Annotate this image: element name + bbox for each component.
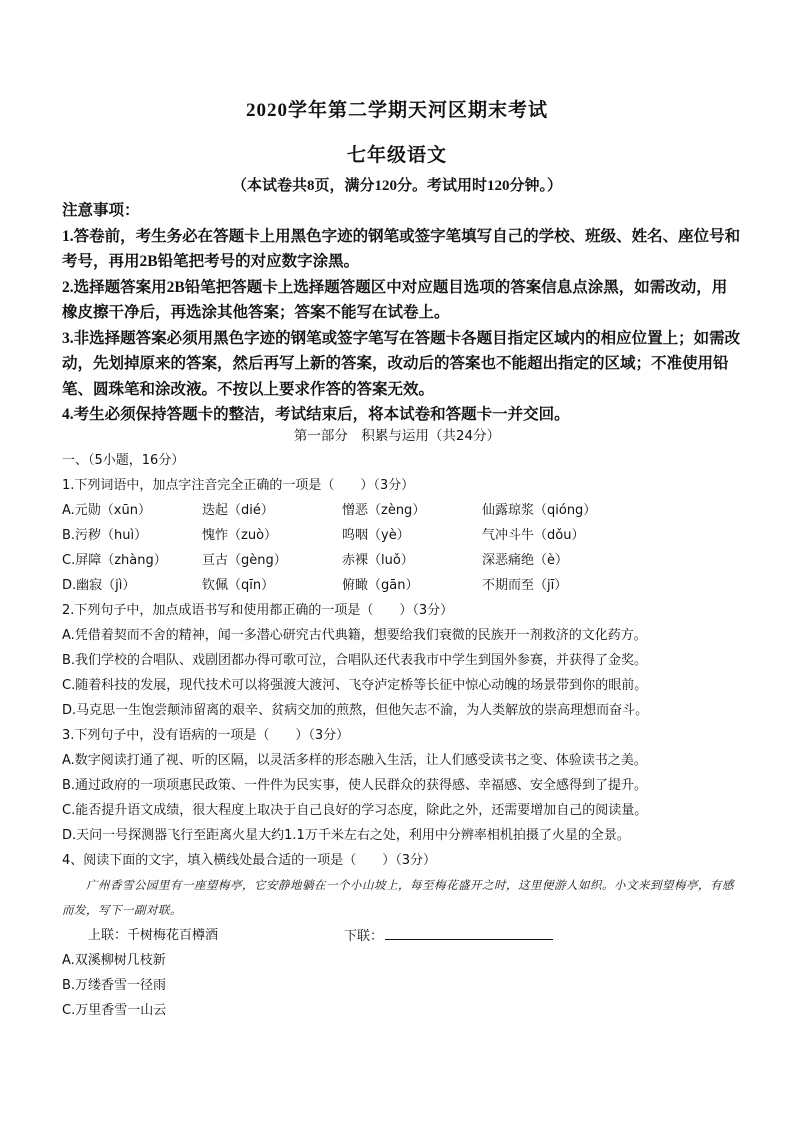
q1-word: 俯瞰（gān） [342,578,419,593]
q1-word: 愧怍（zuò） [202,528,278,543]
q1-word: 憎恶（zèng） [342,503,426,518]
notes-heading: 注意事项： [62,202,140,219]
note-item: 2.选择题答案用2B铅笔把答题卡上选择题答题区中对应题目选项的答案信息点涂黑，如需改动，用橡皮擦干净后，再选涂其他答案；答案不能写在试卷上。 [62,278,728,321]
q1-word: 气冲斗牛（dǒu） [482,528,585,543]
q3-option: C.能否提升语文成绩，很大程度上取决于自己良好的学习态度，除此之外，还需要增加自己的阅读量。 [62,803,648,818]
q2-option: D.马克思一生饱尝颠沛留离的艰辛、贫病交加的煎熬，但他矢志不渝，为人类解放的崇高理想而奋斗。 [62,703,649,718]
q1-word: A.元勋（xūn） [62,503,151,518]
q1-word: D.幽寂（jì） [62,578,136,593]
q1-word: C.屏障（zhàng） [62,553,167,568]
q1-option-row [62,523,752,548]
q4-option: B.万缕香雪一径雨 [62,978,167,993]
q4-option: A.双溪柳树几枝新 [62,953,166,968]
q1-option-row [62,573,752,598]
note-item: 1.答卷前，考生务必在答题卡上用黑色字迹的钢笔或签字笔填写自己的学校、班级、姓名、座位号和考号，再用2B铅笔把考号的对应数字涂黑。 [62,227,741,270]
q1-stem: 1.下列词语中，加点字注音完全正确的一项是（ ）（3分） [62,478,415,493]
q4-option: C.万里香雪一山云 [62,1003,167,1018]
q2-option: C.随着科技的发展，现代技术可以将强渡大渡河、飞夺泸定桥等长征中惊心动魄的场景带到你的眼前。 [62,678,648,693]
questions-body [62,448,752,1023]
q4-lower-label: 下联： [344,929,384,944]
notes-block [62,198,742,428]
q1-word: 迭起（dié） [202,503,274,518]
q4-stem: 4、阅读下面的文字，填入横线处最合适的一项是（ ）（3分） [62,853,437,868]
note-item: 4.考生必须保持答题卡的整洁，考试结束后，将本试卷和答题卡一并交回。 [62,406,570,423]
q1-word: 不期而至（jī） [482,578,568,593]
q2-option: A.凭借着契而不舍的精神，闻一多潜心研究古代典籍，想要给我们衰微的民族开一剂救济的文化药方。 [62,628,647,643]
exam-title: 2020学年第二学期天河区期末考试 [245,100,548,121]
q1-word: 赤裸（luǒ） [342,553,414,568]
part-heading: 一、（5小题，16分） [62,453,185,468]
q3-stem: 3.下列句子中，没有语病的一项是（ ）（3分） [62,728,350,743]
q4-upper-line: 上联：千树梅花百樽酒 [88,928,219,943]
q1-word: 仙露琼浆（qióng） [482,503,597,518]
q4-couplet [62,923,752,948]
q1-word: 深恶痛绝（è） [482,553,568,568]
q2-stem: 2.下列句子中，加点成语书写和使用都正确的一项是（ ）（3分） [62,603,454,618]
q1-option-row [62,498,752,523]
exam-info: （本试卷共8页，满分120分。考试用时120分钟。） [231,178,562,194]
q4-answer-blank[interactable] [385,923,553,940]
q2-option: B.我们学校的合唱队、戏剧团都办得可歌可泣，合唱队还代表我市中学生到国外参赛，并获得了金奖。 [62,653,648,668]
note-item: 3.非选择题答案必须用黑色字迹的钢笔或签字笔写在答题卡各题目指定区域内的相应位置上；如需改动，先划掉原来的答案，然后再写上新的答案，改动后的答案也不能超出指定的区域；不准使用铅笔、圆珠笔和涂改液。不按以上要求作答的答案无效。 [62,329,741,398]
section-heading: 第一部分 积累与运用（共24分） [293,428,501,444]
q3-option: B.通过政府的一项项惠民政策、一件件为民实事，使人民群众的获得感、幸福感、安全感得到了提升。 [62,778,648,793]
q1-word: 钦佩（qīn） [202,578,275,593]
q3-option: A.数字阅读打通了视、听的区隔，以灵活多样的形态融入生活，让人们感受读书之变、体验读书之美。 [62,753,647,768]
q1-word: 呜咽（yè） [342,528,410,543]
q1-option-row [62,548,752,573]
exam-subtitle: 七年级语文 [346,145,447,166]
q4-passage: 广州香雪公园里有一座望梅亭，它安静地躺在一个小山坡上，每至梅花盛开之时，这里便游人如织。小文来到望梅亭，有感而发，写下一副对联。 [62,878,734,917]
q1-word: 亘古（gèng） [202,553,287,568]
q3-option: D.天问一号探测器飞行至距离火星大约1.1万千米左右之处，利用中分辨率相机拍摄了火星的全景。 [62,828,630,843]
q4-lower-line [344,923,553,948]
q1-word: B.污秽（huì） [62,528,148,543]
